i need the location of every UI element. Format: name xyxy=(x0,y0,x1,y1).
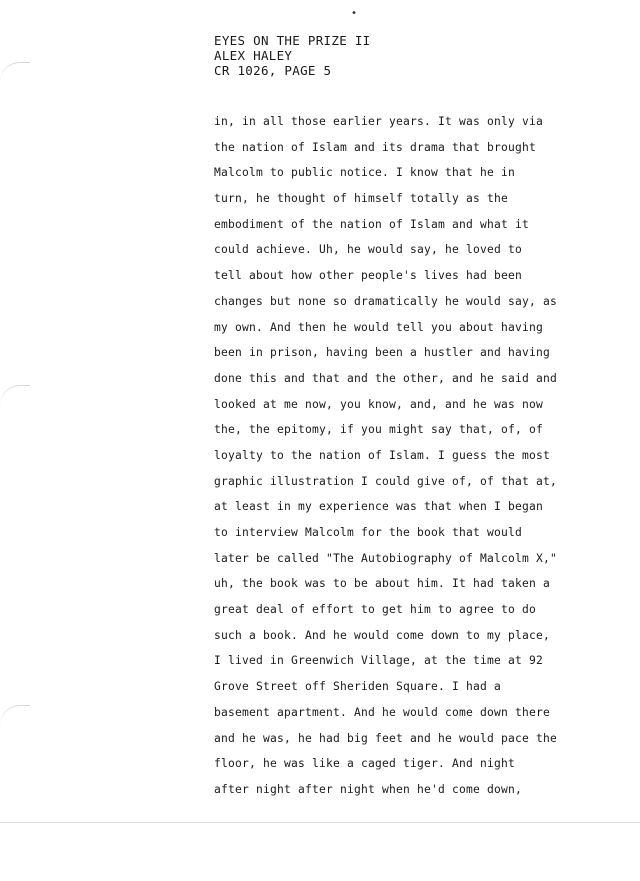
punch-hole-mark xyxy=(0,705,30,728)
transcript-body xyxy=(214,109,614,803)
transcript-line: turn, he thought of himself totally as the xyxy=(214,192,509,206)
transcript-line: uh, the book was to be about him. It had taken a xyxy=(214,577,551,591)
transcript-line: such a book. And he would come down to my place, xyxy=(214,628,551,642)
header-page-ref: CR 1026, PAGE 5 xyxy=(214,63,332,78)
transcript-line: done this and that and the other, and he said and xyxy=(214,371,558,385)
transcript-line: I lived in Greenwich Village, at the time at 92 xyxy=(214,654,544,668)
transcript-line: Grove Street off Sheriden Square. I had a xyxy=(214,680,502,694)
transcript-line: to interview Malcolm for the book that would xyxy=(214,526,523,539)
transcript-line: the, the epitomy, if you might say that, of, of xyxy=(214,423,544,437)
transcript-line: floor, he was like a caged tiger. And night xyxy=(214,757,516,771)
transcript-line: the nation of Islam and its drama that brought xyxy=(214,140,537,154)
transcript-line: basement apartment. And he would come down there xyxy=(214,705,551,719)
header-name: ALEX HALEY xyxy=(214,48,293,63)
transcript-line: in, in all those earlier years. It was only via xyxy=(214,115,544,128)
page-edge xyxy=(0,822,640,823)
transcript-line: and he was, he had big feet and he would pace the xyxy=(214,731,558,745)
transcript-line: been in prison, having been a hustler and having xyxy=(214,346,551,360)
transcript-line: later be called "The Autobiography of Malcolm X," xyxy=(214,551,558,565)
transcript-line: embodiment of the nation of Islam and what it xyxy=(214,217,530,231)
punch-hole-mark xyxy=(0,62,30,85)
transcript-line: loyalty to the nation of Islam. I guess the most xyxy=(214,448,551,462)
transcript-line: changes but none so dramatically he would say, as xyxy=(214,294,558,308)
transcript-line: after night after night when he'd come down, xyxy=(214,782,523,796)
transcript-line: tell about how other people's lives had been xyxy=(214,269,523,283)
punch-hole-mark xyxy=(0,385,30,408)
header-title: EYES ON THE PRIZE II xyxy=(214,33,371,48)
transcript-line: my own. And then he would tell you about having xyxy=(214,320,544,334)
transcript-line: looked at me now, you know, and, and he was now xyxy=(214,397,544,411)
transcript-line: Malcolm to public notice. I know that he in xyxy=(214,166,516,180)
scan-mark: • xyxy=(351,8,358,19)
transcript-line: could achieve. Uh, he would say, he loved to xyxy=(214,243,523,257)
transcript-line: graphic illustration I could give of, of that at, xyxy=(214,474,558,488)
transcript-line: at least in my experience was that when I began xyxy=(214,500,544,514)
transcript-line: great deal of effort to get him to agree to do xyxy=(214,603,537,617)
document-header xyxy=(214,33,371,78)
